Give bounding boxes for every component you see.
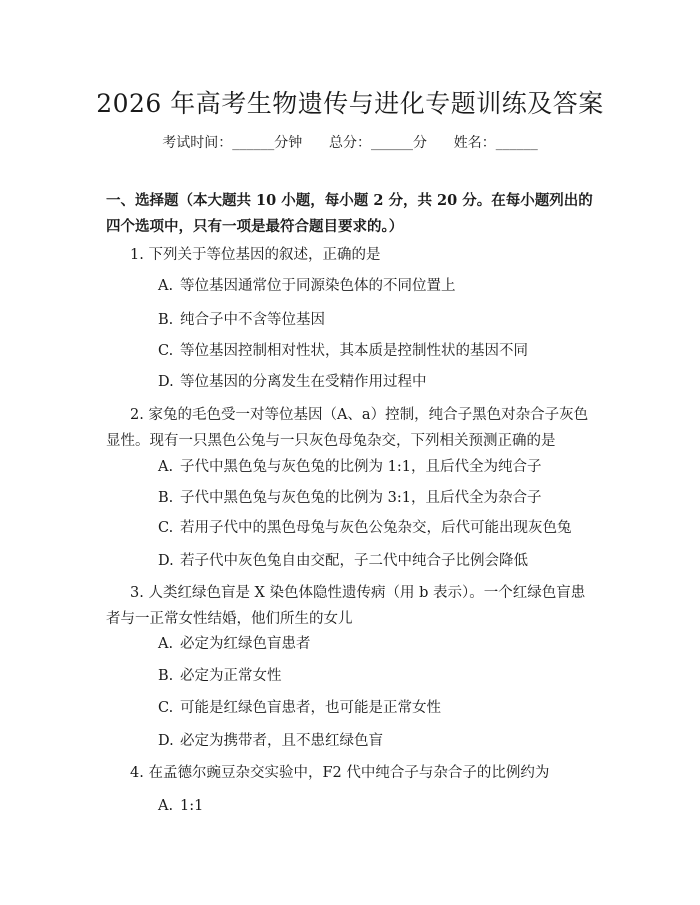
option-text: 纯合子中不含等位基因 [180,312,325,328]
option-letter: B. [158,312,174,328]
question-1-option-c [158,341,598,361]
time-unit: 分钟 [274,135,303,151]
time-blank: ______ [232,135,275,151]
question-3-option-a [158,634,598,654]
option-letter: B. [158,490,174,506]
question-3-option-d [158,731,598,751]
option-text: 子代中黑色兔与灰色兔的比例为 3:1，且后代全为杂合子 [180,490,542,506]
question-2-stem [106,402,598,454]
option-text: 子代中黑色兔与灰色兔的比例为 1:1，且后代全为纯合子 [180,459,542,475]
option-text: 等位基因通常位于同源染色体的不同位置上 [180,278,456,294]
option-text: 必定为正常女性 [180,668,282,684]
score-unit: 分 [413,135,427,151]
question-text: 在孟德尔豌豆杂交实验中，F2 代中纯合子与杂合子的比例约为 [148,765,550,781]
option-text: 等位基因的分离发生在受精作用过程中 [180,374,427,390]
question-2-option-a [158,457,598,477]
section-heading: 一、选择题（本大题共 10 小题，每小题 2 分，共 20 分。在每小题列出的四个选项中，只有一项是最符合题目要求的。） [106,192,593,235]
question-number: 4. [130,765,144,781]
option-text: 等位基因控制相对性状，其本质是控制性状的基因不同 [180,343,528,359]
option-letter: D. [158,374,174,390]
question-number: 1. [130,247,144,263]
option-text: 可能是红绿色盲患者，也可能是正常女性 [180,700,441,716]
option-letter: C. [158,343,174,359]
question-3-option-b [158,666,598,686]
time-label: 考试时间： [162,135,233,151]
option-letter: C. [158,520,174,536]
option-letter: A. [158,278,174,294]
option-text: 必定为红绿色盲患者 [180,636,311,652]
name-blank: ______ [495,135,538,151]
option-text: 必定为携带者，且不患红绿色盲 [180,733,383,749]
option-letter: A. [158,636,174,652]
question-1-stem [106,242,598,268]
option-letter: A. [158,798,174,814]
option-letter: C. [158,700,174,716]
option-letter: A. [158,459,174,475]
score-blank: ______ [371,135,413,151]
score-label: 总分： [329,135,371,151]
question-number: 3. [130,585,144,601]
question-text: 下列关于等位基因的叙述，正确的是 [148,247,381,263]
question-1-option-a [158,276,598,296]
option-text: 若子代中灰色兔自由交配，子二代中纯合子比例会降低 [180,553,528,569]
question-4-option-a [158,796,598,816]
question-2-option-b [158,488,598,508]
question-text: 人类红绿色盲是 X 染色体隐性遗传病（用 b 表示）。一个红绿色盲患者与一正常女性结婚，他们所生的女儿 [106,585,586,627]
exam-meta [0,132,700,152]
question-1-option-d [158,372,598,392]
question-3-stem [106,580,598,632]
question-3-option-c [158,698,598,718]
name-label: 姓名： [453,135,496,151]
question-text: 家兔的毛色受一对等位基因（A、a）控制，纯合子黑色对杂合子灰色显性。现有一只黑色公兔与一只灰色母兔杂交，下列相关预测正确的是 [106,407,589,449]
option-letter: D. [158,553,174,569]
option-text: 1:1 [180,798,204,814]
page-title: 2026 年高考生物遗传与进化专题训练及答案 [96,89,604,118]
question-2-option-d [158,551,598,571]
option-letter: B. [158,668,174,684]
question-2-option-c [158,518,598,538]
question-number: 2. [130,407,144,423]
question-4-stem [106,760,598,786]
option-letter: D. [158,733,174,749]
question-1-option-b [158,310,598,330]
option-text: 若用子代中的黑色母兔与灰色公兔杂交，后代可能出现灰色兔 [180,520,572,536]
